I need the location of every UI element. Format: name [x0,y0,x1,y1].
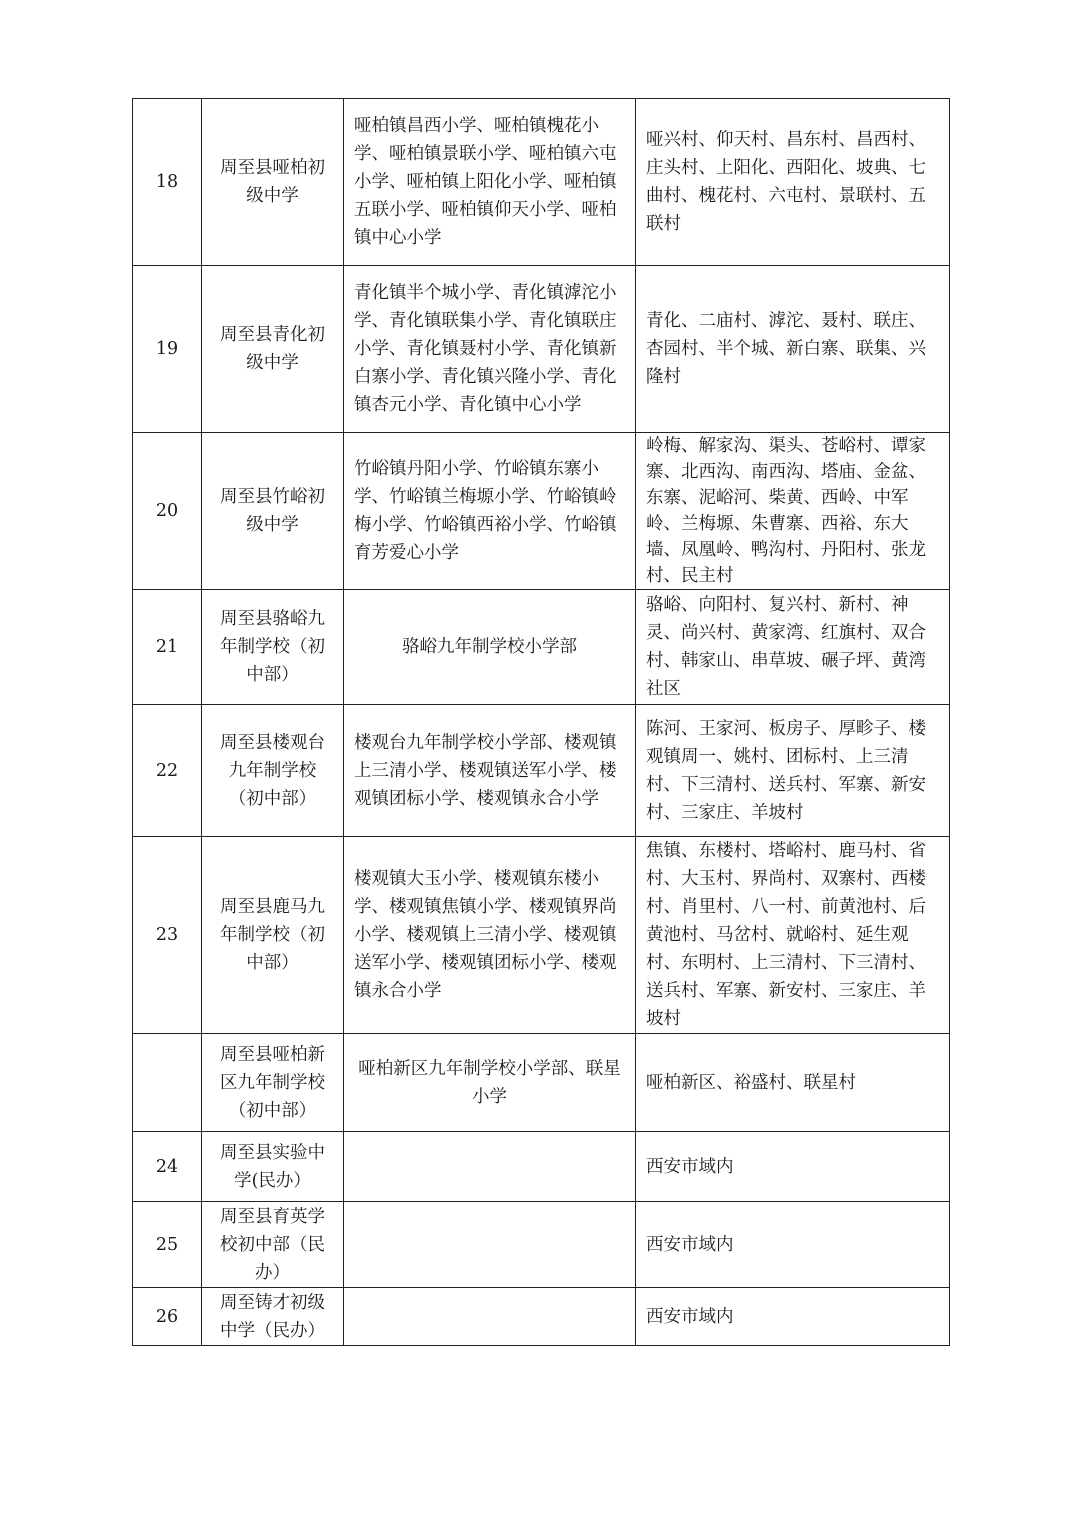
primary-schools [344,1288,636,1346]
villages: 焦镇、东楼村、塔峪村、鹿马村、省村、大玉村、界尚村、双寨村、西楼村、肖里村、八一村、前黄池村、后黄池村、马岔村、就峪村、延生观村、东明村、上三清村、下三清村、送兵村、军寨、新安村、三家庄、羊坡村 [636,837,950,1034]
table-row [133,1132,950,1202]
row-number: 20 [133,433,202,590]
middle-school-name: 周至县楼观台九年制学校（初中部） [202,705,344,837]
middle-school-name: 周至县哑柏新区九年制学校（初中部） [202,1034,344,1132]
primary-schools: 哑柏镇昌西小学、哑柏镇槐花小学、哑柏镇景联小学、哑柏镇六屯小学、哑柏镇上阳化小学、哑柏镇五联小学、哑柏镇仰天小学、哑柏镇中心小学 [344,99,636,266]
middle-school-name: 周至县哑柏初级中学 [202,99,344,266]
primary-schools [344,1202,636,1288]
row-number: 22 [133,705,202,837]
primary-schools: 楼观台九年制学校小学部、楼观镇上三清小学、楼观镇送军小学、楼观镇团标小学、楼观镇永合小学 [344,705,636,837]
primary-schools: 青化镇半个城小学、青化镇滹沱小学、青化镇联集小学、青化镇联庄小学、青化镇聂村小学、青化镇新白寨小学、青化镇兴隆小学、青化镇杏元小学、青化镇中心小学 [344,266,636,433]
row-number: 25 [133,1202,202,1288]
row-number: 26 [133,1288,202,1346]
villages: 岭梅、解家沟、渠头、苍峪村、谭家寨、北西沟、南西沟、塔庙、金盆、东寨、泥峪河、柴黄、西岭、中军岭、兰梅塬、朱曹寨、西裕、东大墙、凤凰岭、鸭沟村、丹阳村、张龙村、民主村 [636,433,950,590]
villages: 西安市域内 [636,1132,950,1202]
middle-school-name: 周至县骆峪九年制学校（初中部） [202,590,344,705]
middle-school-name: 周至县青化初级中学 [202,266,344,433]
villages: 西安市域内 [636,1202,950,1288]
row-number: 19 [133,266,202,433]
primary-schools: 骆峪九年制学校小学部 [344,590,636,705]
villages: 西安市域内 [636,1288,950,1346]
table-row [133,433,950,590]
table-row [133,1034,950,1132]
villages: 骆峪、向阳村、复兴村、新村、神灵、尚兴村、黄家湾、红旗村、双合村、韩家山、串草坡、碾子坪、黄湾社区 [636,590,950,705]
middle-school-name: 周至县竹峪初级中学 [202,433,344,590]
villages: 陈河、王家河、板房子、厚畛子、楼观镇周一、姚村、团标村、上三清村、下三清村、送兵村、军寨、新安村、三家庄、羊坡村 [636,705,950,837]
row-number: 18 [133,99,202,266]
row-number: 23 [133,837,202,1034]
table-row [133,590,950,705]
primary-schools [344,1132,636,1202]
primary-schools: 竹峪镇丹阳小学、竹峪镇东寨小学、竹峪镇兰梅塬小学、竹峪镇岭梅小学、竹峪镇西裕小学、竹峪镇育芳爱心小学 [344,433,636,590]
table-row [133,266,950,433]
row-number: 24 [133,1132,202,1202]
middle-school-name: 周至铸才初级中学（民办） [202,1288,344,1346]
school-zoning-table [132,98,950,1346]
middle-school-name: 周至县育英学校初中部（民办） [202,1202,344,1288]
table-row [133,837,950,1034]
middle-school-name: 周至县实验中学(民办） [202,1132,344,1202]
table-row [133,705,950,837]
villages: 哑兴村、仰天村、昌东村、昌西村、庄头村、上阳化、西阳化、坡典、七曲村、槐花村、六屯村、景联村、五联村 [636,99,950,266]
table-row [133,1288,950,1346]
villages: 青化、二庙村、滹沱、聂村、联庄、杏园村、半个城、新白寨、联集、兴隆村 [636,266,950,433]
row-number [133,1034,202,1132]
table-row [133,1202,950,1288]
villages: 哑柏新区、裕盛村、联星村 [636,1034,950,1132]
table-row [133,99,950,266]
row-number: 21 [133,590,202,705]
middle-school-name: 周至县鹿马九年制学校（初中部） [202,837,344,1034]
primary-schools: 哑柏新区九年制学校小学部、联星小学 [344,1034,636,1132]
primary-schools: 楼观镇大玉小学、楼观镇东楼小学、楼观镇焦镇小学、楼观镇界尚小学、楼观镇上三清小学、楼观镇送军小学、楼观镇团标小学、楼观镇永合小学 [344,837,636,1034]
